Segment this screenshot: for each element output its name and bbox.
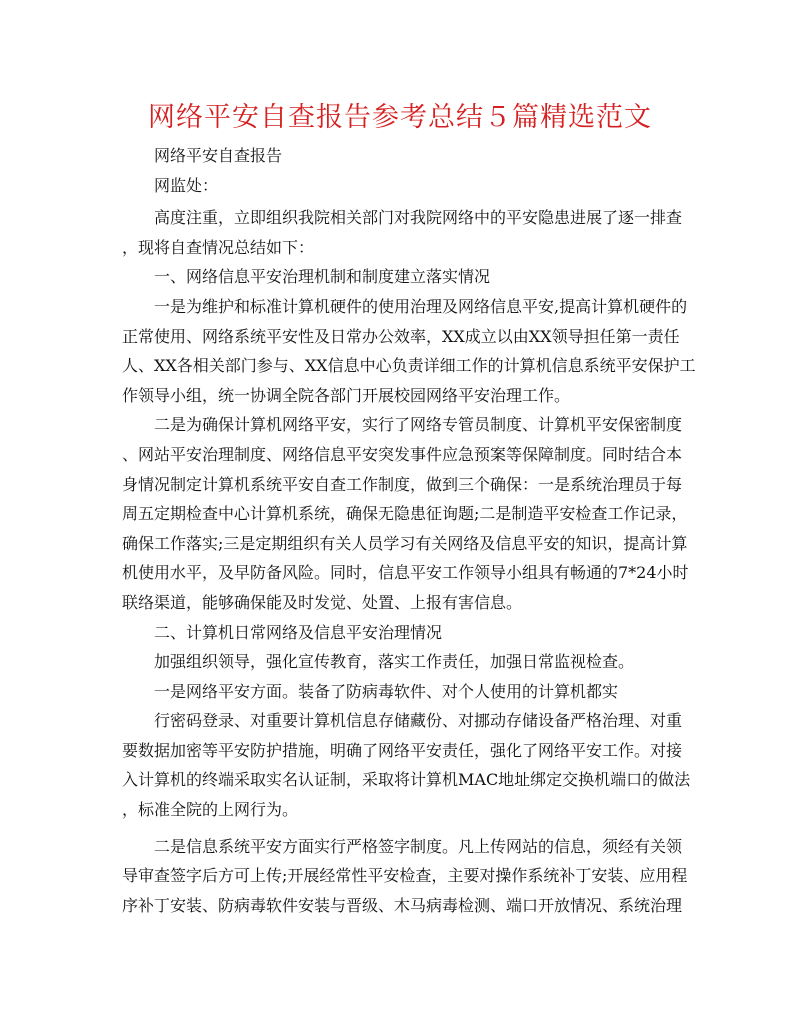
- body-line: 一是网络平安方面。装备了防病毒软件、对个人使用的计算机都实: [122, 681, 619, 701]
- body-line: 入计算机的终端采取实名认证制，采取将计算机MAC地址绑定交换机端口的做法: [122, 770, 691, 790]
- body-line: 网监处：: [122, 175, 219, 195]
- body-line: 一是为维护和标准计算机硬件的使用治理及网络信息平安,提高计算机硬件的: [122, 296, 688, 316]
- document-title: 网络平安自查报告参考总结５篇精选范文: [148, 102, 652, 133]
- document-body: [122, 141, 696, 920]
- body-line: 加强组织领导，强化宣传教育，落实工作责任，加强日常监视检查。: [122, 652, 635, 672]
- body-line: 序补丁安装、防病毒软件安装与晋级、木马病毒检测、端口开放情况、系统治理: [122, 895, 683, 915]
- body-line: 、网站平安治理制度、网络信息平安突发事件应急预案等保障制度。同时结合本: [122, 444, 683, 464]
- body-line: 确保工作落实;三是定期组织有关人员学习有关网络及信息平安的知识，提高计算: [122, 533, 688, 553]
- body-line: 要数据加密等平安防护措施，明确了网络平安责任，强化了网络平安工作。对接: [122, 740, 683, 760]
- body-line: 正常使用、网络系统平安性及日常办公效率，XX成立以由XX领导担任第一责任: [122, 326, 680, 346]
- body-line: 二是为确保计算机网络平安，实行了网络专管员制度、计算机平安保密制度: [122, 415, 683, 435]
- body-line: ，现将自查情况总结如下：: [122, 237, 315, 257]
- body-line: 作领导小组，统一协调全院各部门开展校园网络平安治理工作。: [122, 385, 571, 405]
- body-line: 身情况制定计算机系统平安自查工作制度，做到三个确保：一是系统治理员于每: [122, 474, 683, 494]
- body-line: 人、XX各相关部门参与、XX信息中心负责详细工作的计算机信息系统平安保护工: [122, 356, 696, 376]
- body-line: 二、计算机日常网络及信息平安治理情况: [122, 622, 443, 642]
- body-line: 联络渠道，能够确保能及时发觉、处置、上报有害信息。: [122, 592, 523, 612]
- body-line: 高度注重，立即组织我院相关部门对我院网络中的平安隐患进展了逐一排查: [122, 208, 683, 228]
- body-line: 机使用水平，及早防备风险。同时，信息平安工作领导小组具有畅通的7*24小时: [122, 563, 689, 583]
- body-line: 一、网络信息平安治理机制和制度建立落实情况: [122, 267, 491, 287]
- body-line: 二是信息系统平安方面实行严格签字制度。凡上传网站的信息，须经有关领: [122, 836, 683, 856]
- body-line: 行密码登录、对重要计算机信息存储藏份、对挪动存储设备严格治理、对重: [122, 711, 683, 731]
- body-line: 网络平安自查报告: [122, 146, 283, 165]
- body-line: ，标准全院的上网行为。: [122, 800, 299, 820]
- body-line: 周五定期检查中心计算机系统，确保无隐患征询题;二是制造平安检查工作记录，: [122, 504, 688, 524]
- body-line: 导审查签字后方可上传;开展经常性平安检查，主要对操作系统补丁安装、应用程: [122, 866, 688, 886]
